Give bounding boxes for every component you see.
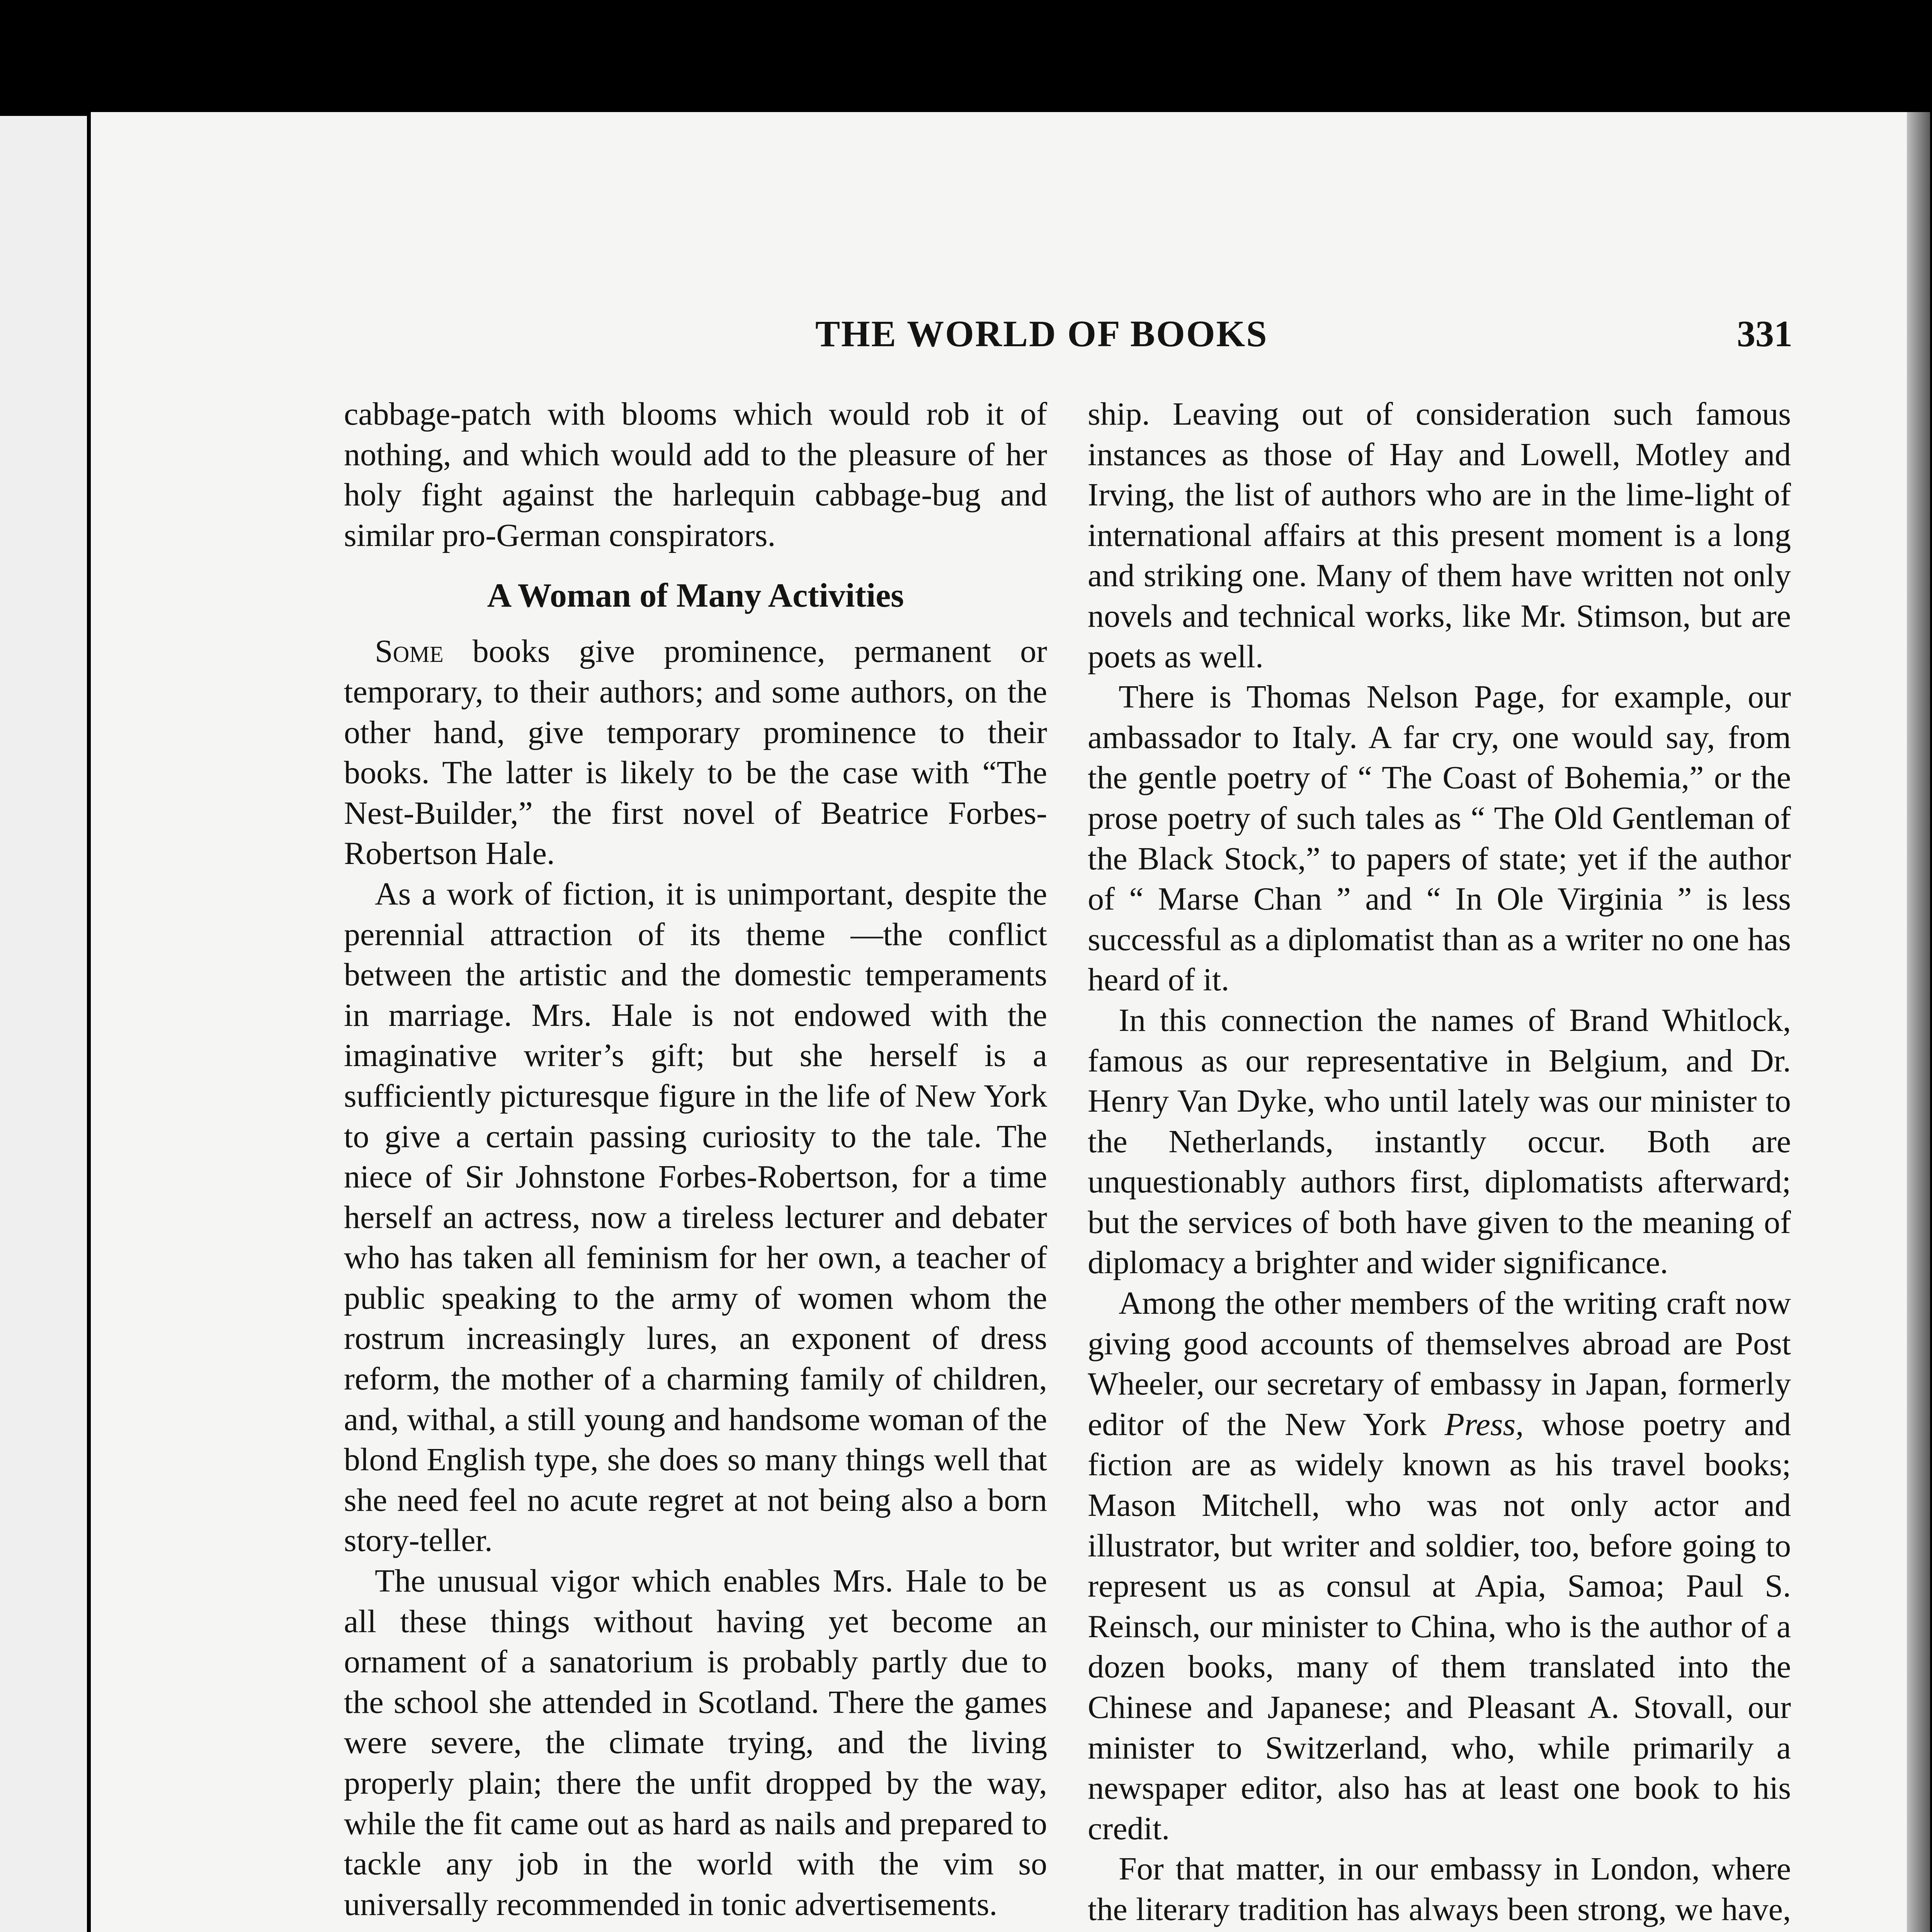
paragraph-text: Among the other members of the writing craft now giving good accounts of themselves abroad are Post Wheeler, our secretary of embassy in Japan, formerly editor of the New York	[1088, 1285, 1791, 1442]
paragraph: As a work of fiction, it is unimportant, despite the perennial attraction of its theme —the conflict between the artistic and the domestic temperaments in marriage. Mrs. Hale is not endowed with the imaginative writer’s gift; but she herself is a sufficiently picturesque figure in the life of New York to give a certain passing curiosity to the tale. The niece of Sir Johnstone Forbes-Robertson, for a time herself an actress, now a tireless lecturer and debater who has taken all feminism for her own, a teacher of public speaking to the army of women whom the rostrum increasingly lures, an exponent of dress reform, the mother of a charming family of children, and, withal, a still young and handsome woman of the blond English type, she does so many things well that she need feel no acute regret at not being also a born story-teller.	[344, 876, 1047, 1559]
paragraph: ship. Leaving out of consideration such famous instances as those of Hay and Lowell, Motley and Irving, the list of authors who are in the lime-light of international affairs at this present moment is a long and striking one. Many of them have written not only novels and technical works, like Mr. Stimson, but are poets as well.	[1088, 396, 1791, 675]
paragraph	[1088, 1283, 1791, 1849]
paragraph: In this connection the names of Brand Whitlock, famous as our representative in Belgium, and Dr. Henry Van Dyke, who until lately was our minister to the Netherlands, instantly occur. Both are unquestionably authors first, diplomatists afterward; but the services of both have given to the meaning of diplomacy a brighter and wider significance.	[1088, 1002, 1791, 1281]
page-gutter-shadow	[1907, 112, 1930, 1932]
right-column	[1088, 394, 1791, 1932]
paragraph-text: whose poetry and fiction are as widely known as his travel books; Mason Mitchell, who was not only actor and illustrator, but writer and soldier, too, before going to represent us as consul at Apia, Samoa; Paul S. Reinsch, our minister to China, who is the author of a dozen books, many of them translated into the Chinese and Japanese; and Pleasant A. Stovall, our minister to Switzerland, who, while primarily a newspaper editor, also has at least one book to his credit.	[1088, 1406, 1791, 1847]
paragraph: The unusual vigor which enables Mrs. Hale to be all these things without having yet become an ornament of a sanatorium is probably partly due to the school she attended in Scotland. There the games were severe, the climate trying, and the living properly plain; there the unfit dropped by the way, while the fit came out as hard as nails and prepared to tackle any job in the world with the vim so universally recommended in tonic advertisements.	[344, 1563, 1047, 1922]
paragraph	[1088, 1849, 1791, 1932]
left-page-edge	[0, 116, 87, 1932]
paragraph: cabbage-patch with blooms which would rob it of nothing, and which would add to the pleasure of her holy fight against the harlequin cabbage-bug and similar pro-German conspirators.	[344, 396, 1047, 553]
left-column	[344, 394, 1047, 1932]
section-heading: A Woman of Many Activities	[487, 577, 904, 615]
lead-word: Some	[375, 633, 444, 670]
paragraph-text: books give prominence, permanent or temporary, to their authors; and some authors, on the other hand, give temporary prominence to their books. The latter is likely to be the case with “The Nest-Builder,” the first novel of Beatrice Forbes-Robertson Hale.	[344, 633, 1047, 872]
running-head: THE WORLD OF BOOKS	[815, 313, 1268, 354]
paragraph	[344, 631, 1047, 874]
page-number: 331	[1737, 313, 1793, 354]
paragraph-text: For that matter, in our embassy in London, where the literary tradition has always been strong, we have,	[1088, 1851, 1791, 1927]
italic-title: Press,	[1444, 1406, 1524, 1442]
paragraph: There is Thomas Nelson Page, for example, our ambassador to Italy. A far cry, one would say, from the gentle poetry of “ The Coast of Bohemia,” or the prose poetry of such tales as “ The Old Gentleman of the Black Stock,” to papers of state; yet if the author of “ Marse Chan ” and “ In Ole Virginia ” is less successful as a diplomatist than as a writer no one has heard of it.	[1088, 679, 1791, 998]
